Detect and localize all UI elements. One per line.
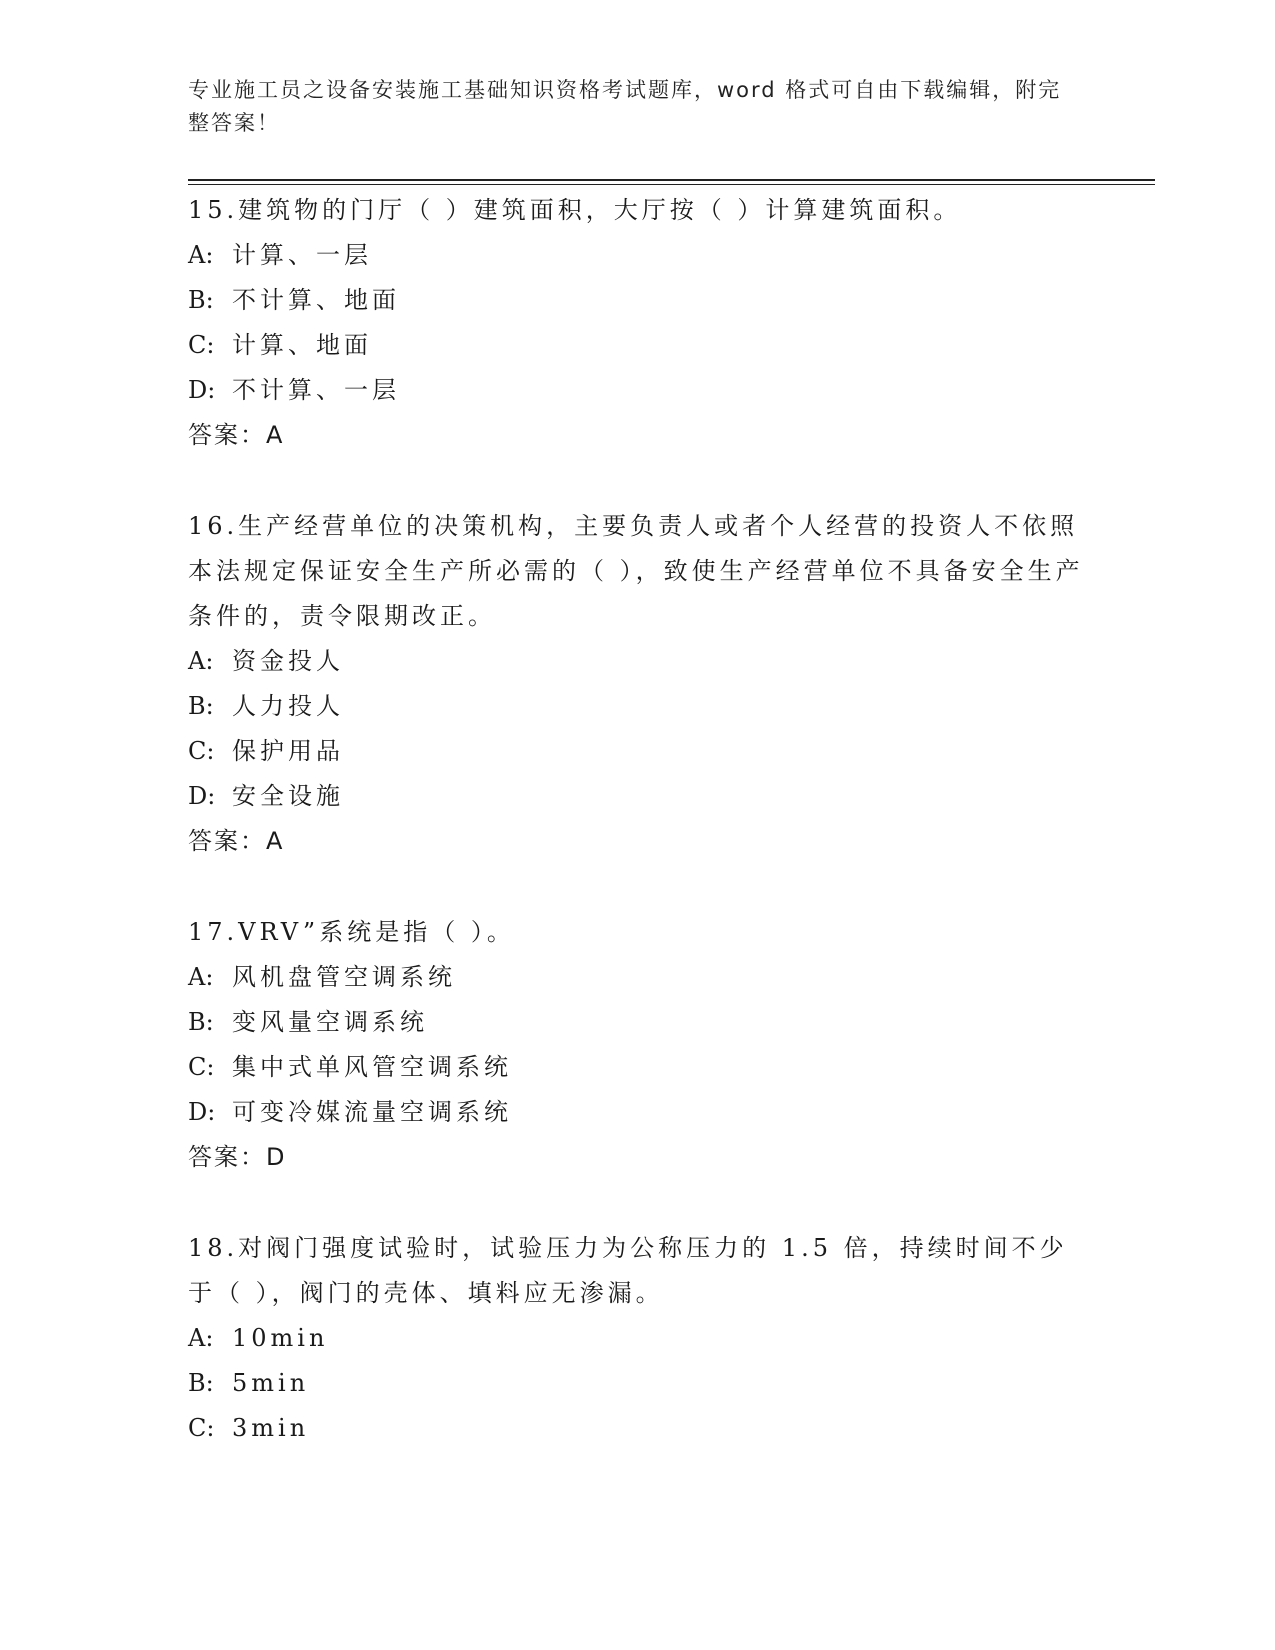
option-key: C: (188, 1414, 215, 1442)
option-key: A: (188, 647, 214, 675)
option-c (188, 1045, 1088, 1090)
option-text: 人力投人 (232, 692, 344, 720)
header-divider-thin (188, 184, 1155, 185)
question-18 (188, 1226, 1088, 1451)
option-b (188, 1000, 1088, 1045)
option-d (188, 368, 1088, 413)
option-text: 安全设施 (232, 782, 344, 810)
question-text: 16.生产经营单位的决策机构，主要负责人或者个人经营的投资人不依照本法规定保证安全生产所必需的（ ），致使生产经营单位不具备安全生产条件的，责令限期改正。 (188, 512, 1084, 630)
option-d (188, 774, 1088, 819)
document-header: 专业施工员之设备安装施工基础知识资格考试题库，word 格式可自由下载编辑，附完整答案！ (188, 78, 1062, 135)
option-text: 计算、地面 (232, 331, 372, 359)
option-c (188, 323, 1088, 368)
question-text: 18.对阀门强度试验时，试验压力为公称压力的 1.5 倍，持续时间不少于（ ），阀门的壳体、填料应无渗漏。 (188, 1234, 1068, 1307)
option-key: D: (188, 782, 216, 810)
option-c (188, 729, 1088, 774)
option-a (188, 639, 1088, 684)
option-text: 5min (232, 1369, 310, 1397)
option-key: C: (188, 737, 215, 765)
option-key: D: (188, 376, 216, 404)
question-15 (188, 188, 1088, 458)
option-text: 不计算、地面 (232, 286, 400, 314)
option-a (188, 955, 1088, 1000)
option-text: 计算、一层 (232, 241, 372, 269)
option-text: 10min (232, 1324, 329, 1352)
answer-line: 答案：D (188, 1143, 287, 1171)
option-b (188, 1361, 1088, 1406)
question-list (188, 188, 1088, 1497)
option-c (188, 1406, 1088, 1451)
option-text: 变风量空调系统 (232, 1008, 428, 1036)
option-b (188, 684, 1088, 729)
option-key: A: (188, 963, 214, 991)
option-text: 不计算、一层 (232, 376, 400, 404)
option-text: 集中式单风管空调系统 (232, 1053, 512, 1081)
option-text: 可变冷媒流量空调系统 (232, 1098, 512, 1126)
option-key: B: (188, 692, 214, 720)
option-a (188, 1316, 1088, 1361)
option-key: B: (188, 1008, 214, 1036)
option-text: 风机盘管空调系统 (232, 963, 456, 991)
question-17 (188, 910, 1088, 1180)
question-text: 17.VRV”系统是指（ ）。 (188, 918, 515, 946)
option-a (188, 233, 1088, 278)
option-key: D: (188, 1098, 216, 1126)
option-key: A: (188, 1324, 214, 1352)
header-divider-thick (188, 179, 1155, 181)
question-16 (188, 504, 1088, 864)
option-b (188, 278, 1088, 323)
option-key: C: (188, 331, 215, 359)
option-text: 保护用品 (232, 737, 344, 765)
option-key: B: (188, 286, 214, 314)
option-key: C: (188, 1053, 215, 1081)
option-key: A: (188, 241, 214, 269)
answer-line: 答案：A (188, 421, 285, 449)
option-key: B: (188, 1369, 214, 1397)
option-d (188, 1090, 1088, 1135)
option-text: 资金投人 (232, 647, 344, 675)
answer-line: 答案：A (188, 827, 285, 855)
question-text: 15.建筑物的门厅（ ）建筑面积，大厅按（ ）计算建筑面积。 (188, 196, 962, 224)
option-text: 3min (232, 1414, 310, 1442)
